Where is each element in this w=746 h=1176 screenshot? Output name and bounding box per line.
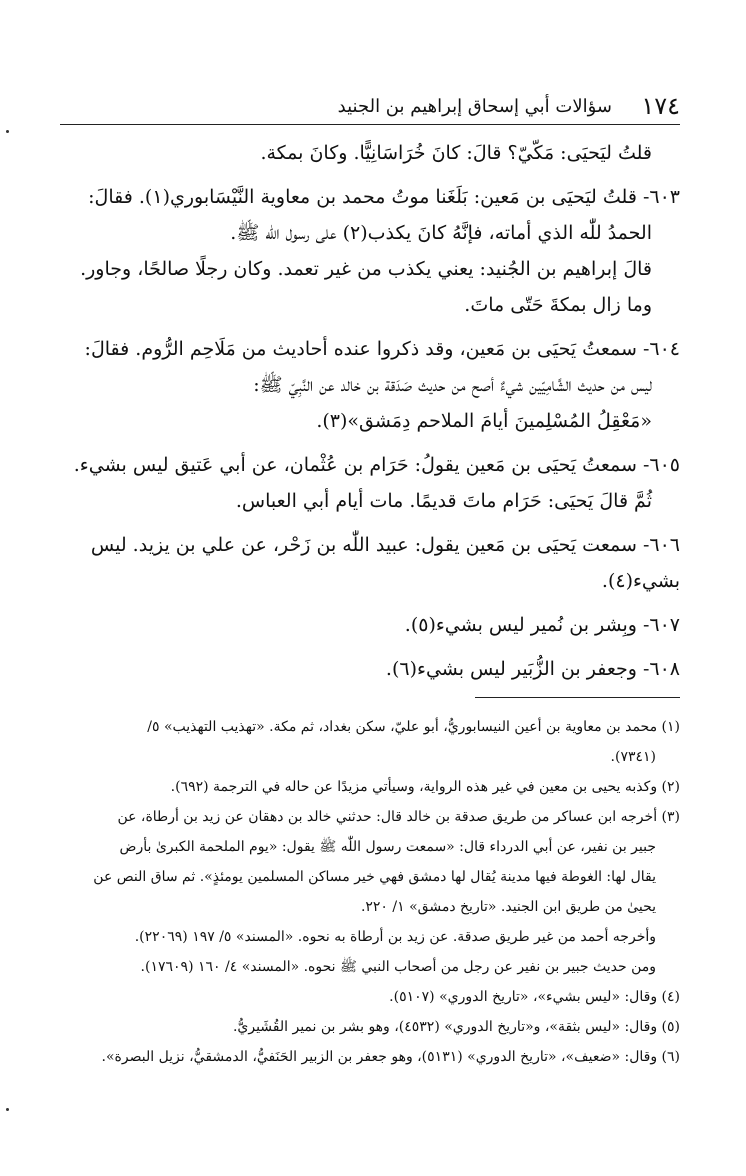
footnote-3-cont: يحيىٰ من طريق ابن الجنيد. «تاريخ دمشق» ١/ ٢٢٠.	[360, 899, 656, 915]
footnote-2: (٢) وكذبه يحيى بن معين في غير هذه الرواية، وسيأتي مزيدًا عن حاله في الترجمة (٦٩٢).	[170, 779, 680, 795]
footnote-3: (٣) أخرجه ابن عساكر من طريق صدقة بن خالد قال: حدثني خالد بن دهقان عن زيد بن أرطاة، عن	[117, 809, 680, 825]
footnote-4: (٤) وقال: «ليس بشيء»، «تاريخ الدوري» (٥١٠٧).	[389, 989, 680, 1005]
scan-margin-mark	[6, 130, 9, 133]
entry-604: ٦٠٤- سمعتُ يَحيَى بن مَعين، وقد ذكروا عنده أحاديث من مَلَاحِم الرُّوم. فقالَ:	[84, 338, 680, 360]
entry-603: ٦٠٣- قلتُ ليَحيَى بن مَعين: بَلَغَنا موتُ محمد بن معاوية النَّيْسَابوري(١). فقالَ:	[88, 186, 680, 208]
page-header	[60, 92, 680, 125]
footnote-3-cont: جبير بن نفير، عن أبي الدرداء قال: «سمعت رسول اللّٰه ﷺ يقول: «يوم الملحمة الكبرىٰ بأرض	[119, 839, 656, 855]
text-line: قلتُ ليَحيَى: مَكّيّ؟ قالَ: كانَ خُرَاسَانِيًّا. وكانَ بمكة.	[260, 142, 652, 164]
text-line: ليس من حديث الشَّامِيّين شيءٌ أصح من حديث صَدَقة بن خالد عن النَّبِيّ ﷺ:	[253, 374, 652, 396]
page-number: ١٧٤	[641, 92, 680, 120]
footnote-3-cont: وأخرجه أحمد من غير طريق صدقة. عن زيد بن أرطاة به نحوه. «المسند» ٥/ ١٩٧ (٢٢٠٦٩).	[134, 929, 656, 945]
footnote-6: (٦) وقال: «ضعيف»، «تاريخ الدوري» (٥١٣١)، وهو جعفر بن الزبير الحَنَفيُّ، الدمشقيُّ، نزيل البصرة».	[101, 1049, 680, 1065]
entry-607: ٦٠٧- وبِشر بن نُمير ليس بشيء(٥).	[404, 614, 680, 636]
footnotes	[56, 712, 680, 1072]
entry-605: ٦٠٥- سمعتُ يَحيَى بن مَعين يقولُ: حَرَام بن عُثْمان، عن أبي عَتيق ليس بشيء.	[73, 454, 680, 476]
scan-margin-mark	[6, 1108, 9, 1111]
entry-608: ٦٠٨- وجعفر بن الزُّبَير ليس بشيء(٦).	[385, 658, 680, 680]
footnote-5: (٥) وقال: «ليس بثقة»، و«تاريخ الدوري» (٤٥٣٢)، وهو بشر بن نمير القُشَيريُّ.	[232, 1019, 680, 1035]
text-line: قالَ إبراهيم بن الجُنيد: يعني يكذب من غير تعمد. وكان رجلًا صالحًا، وجاور.	[80, 258, 652, 280]
footnote-separator	[475, 697, 680, 698]
footnote-1-cont: (٧٣٤١).	[610, 749, 656, 765]
footnote-3-cont: يقال لها: الغوطة فيها مدينة يُقال لها دمشق فهي خير مساكن المسلمين يومئذٍ». ثم ساق النص عن	[93, 869, 656, 885]
text-line: ثُمَّ قالَ يَحيَى: حَرَام ماتَ قديمًا. مات أيام أبي العباس.	[235, 490, 652, 512]
text-line: «مَعْقِلُ المُسْلِمينَ أيامَ الملاحم دِمَشق»(٣).	[316, 410, 652, 432]
text-line: الحمدُ للّٰه الذي أماته، فإنَّهُ كانَ يكذب(٢) على رسول اللّٰه ﷺ.	[230, 222, 652, 244]
footnote-3-cont: ومن حديث جبير بن نفير عن رجل من أصحاب النبي ﷺ نحوه. «المسند» ٤/ ١٦٠ (١٧٦٠٩).	[140, 959, 656, 975]
footnote-1: (١) محمد بن معاوية بن أعين النيسابوريُّ، أبو عليّ، سكن بغداد، ثم مكة. «تهذيب التهذيب» ٥/	[147, 719, 680, 735]
running-title: سؤالات أبي إسحاق إبراهيم بن الجنيد	[337, 96, 612, 117]
main-text	[62, 135, 680, 687]
entry-606: ٦٠٦- سمعت يَحيَى بن مَعين يقول: عبيد اللّٰه بن زَحْر، عن علي بن يزيد. ليس بشيء(٤).	[90, 534, 680, 592]
text-line: وما زال بمكةَ حَتّى ماتَ.	[464, 294, 652, 316]
